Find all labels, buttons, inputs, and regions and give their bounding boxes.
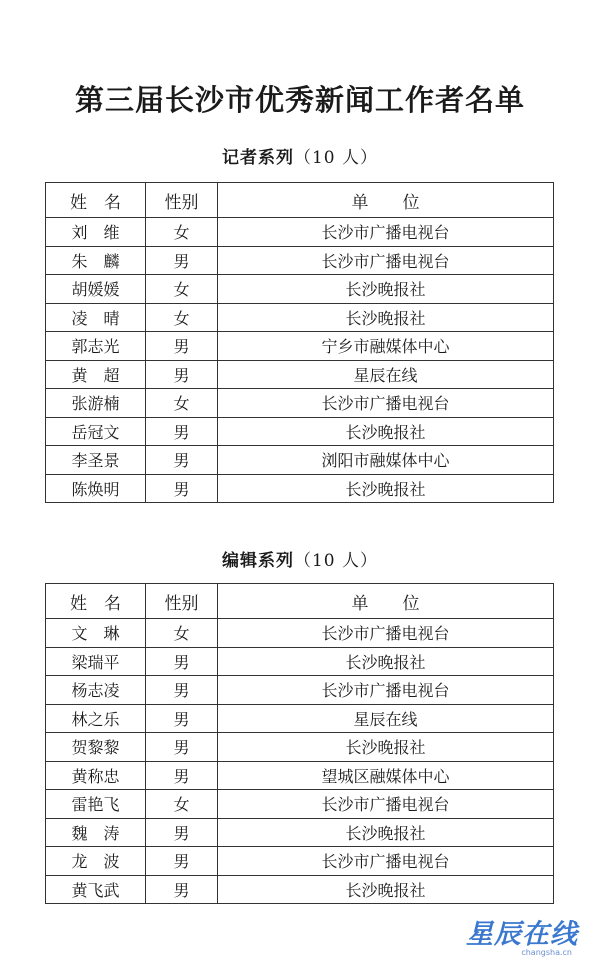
header-gender: 性别: [146, 584, 218, 619]
cell-gender: 男: [146, 733, 218, 762]
cell-unit: 浏阳市融媒体中心: [218, 446, 554, 475]
cell-unit: 长沙晚报社: [218, 417, 554, 446]
cell-gender: 男: [146, 676, 218, 705]
section-title-text: 编辑系列: [221, 551, 294, 571]
reporters-table-body: [46, 218, 554, 503]
cell-name: 岳冠文: [46, 417, 146, 446]
table-header-row: [46, 584, 554, 619]
cell-name: 黄称忠: [46, 761, 146, 790]
table-row: [46, 847, 554, 876]
cell-unit: 长沙晚报社: [218, 875, 554, 904]
cell-gender: 男: [146, 360, 218, 389]
cell-name: 陈焕明: [46, 474, 146, 503]
cell-gender: 女: [146, 619, 218, 648]
cell-unit: 长沙晚报社: [218, 275, 554, 304]
cell-unit: 长沙晚报社: [218, 818, 554, 847]
cell-name: 李圣景: [46, 446, 146, 475]
table-row: [46, 446, 554, 475]
header-name: 姓 名: [46, 183, 146, 218]
section-title-editors: [0, 546, 600, 571]
cell-unit: 长沙市广播电视台: [218, 847, 554, 876]
cell-name: 贺黎黎: [46, 733, 146, 762]
editors-table-body: [46, 619, 554, 904]
cell-name: 凌 晴: [46, 303, 146, 332]
cell-gender: 女: [146, 275, 218, 304]
table-row: [46, 790, 554, 819]
section-count: （10 人）: [293, 551, 379, 571]
cell-unit: 星辰在线: [218, 704, 554, 733]
cell-name: 朱 麟: [46, 246, 146, 275]
table-row: [46, 218, 554, 247]
cell-gender: 女: [146, 790, 218, 819]
cell-name: 龙 波: [46, 847, 146, 876]
table-row: [46, 474, 554, 503]
table-row: [46, 332, 554, 361]
cell-unit: 长沙市广播电视台: [218, 246, 554, 275]
cell-gender: 女: [146, 218, 218, 247]
cell-unit: 长沙晚报社: [218, 647, 554, 676]
cell-unit: 长沙市广播电视台: [218, 389, 554, 418]
table-row: [46, 389, 554, 418]
cell-unit: 星辰在线: [218, 360, 554, 389]
cell-name: 张游楠: [46, 389, 146, 418]
section-count: （10 人）: [293, 148, 379, 168]
section-title-text: 记者系列: [221, 148, 294, 168]
cell-gender: 男: [146, 761, 218, 790]
cell-gender: 男: [146, 332, 218, 361]
table-row: [46, 246, 554, 275]
cell-name: 刘 维: [46, 218, 146, 247]
cell-name: 魏 涛: [46, 818, 146, 847]
table-row: [46, 303, 554, 332]
cell-unit: 长沙市广播电视台: [218, 218, 554, 247]
header-gender: 性别: [146, 183, 218, 218]
table-row: [46, 733, 554, 762]
cell-name: 文 琳: [46, 619, 146, 648]
header-unit: 单 位: [218, 183, 554, 218]
table-row: [46, 676, 554, 705]
cell-unit: 宁乡市融媒体中心: [218, 332, 554, 361]
cell-gender: 男: [146, 246, 218, 275]
section-title-reporters: [0, 143, 600, 168]
table-row: [46, 818, 554, 847]
cell-gender: 男: [146, 647, 218, 676]
header-name: 姓 名: [46, 584, 146, 619]
cell-gender: 男: [146, 417, 218, 446]
table-header-row: [46, 183, 554, 218]
reporters-table: [45, 182, 554, 503]
cell-name: 郭志光: [46, 332, 146, 361]
cell-unit: 长沙晚报社: [218, 303, 554, 332]
cell-unit: 长沙市广播电视台: [218, 619, 554, 648]
cell-unit: 长沙晚报社: [218, 733, 554, 762]
cell-name: 胡媛媛: [46, 275, 146, 304]
cell-gender: 女: [146, 389, 218, 418]
cell-name: 黄 超: [46, 360, 146, 389]
cell-gender: 男: [146, 446, 218, 475]
cell-gender: 男: [146, 704, 218, 733]
table-row: [46, 360, 554, 389]
cell-unit: 长沙晚报社: [218, 474, 554, 503]
cell-name: 林之乐: [46, 704, 146, 733]
cell-gender: 男: [146, 474, 218, 503]
table-row: [46, 647, 554, 676]
table-row: [46, 275, 554, 304]
watermark-logo: 星辰在线: [466, 919, 578, 950]
page-title: 第三届长沙市优秀新闻工作者名单: [74, 83, 525, 117]
watermark-url: changsha.cn: [521, 948, 572, 957]
table-row: [46, 619, 554, 648]
table-row: [46, 875, 554, 904]
cell-gender: 男: [146, 875, 218, 904]
cell-name: 杨志凌: [46, 676, 146, 705]
cell-unit: 望城区融媒体中心: [218, 761, 554, 790]
cell-gender: 女: [146, 303, 218, 332]
editors-table: [45, 583, 554, 904]
table-row: [46, 704, 554, 733]
header-unit: 单 位: [218, 584, 554, 619]
table-row: [46, 761, 554, 790]
cell-name: 雷艳飞: [46, 790, 146, 819]
cell-unit: 长沙市广播电视台: [218, 790, 554, 819]
cell-unit: 长沙市广播电视台: [218, 676, 554, 705]
cell-name: 梁瑞平: [46, 647, 146, 676]
cell-gender: 男: [146, 847, 218, 876]
cell-name: 黄飞武: [46, 875, 146, 904]
cell-gender: 男: [146, 818, 218, 847]
table-row: [46, 417, 554, 446]
